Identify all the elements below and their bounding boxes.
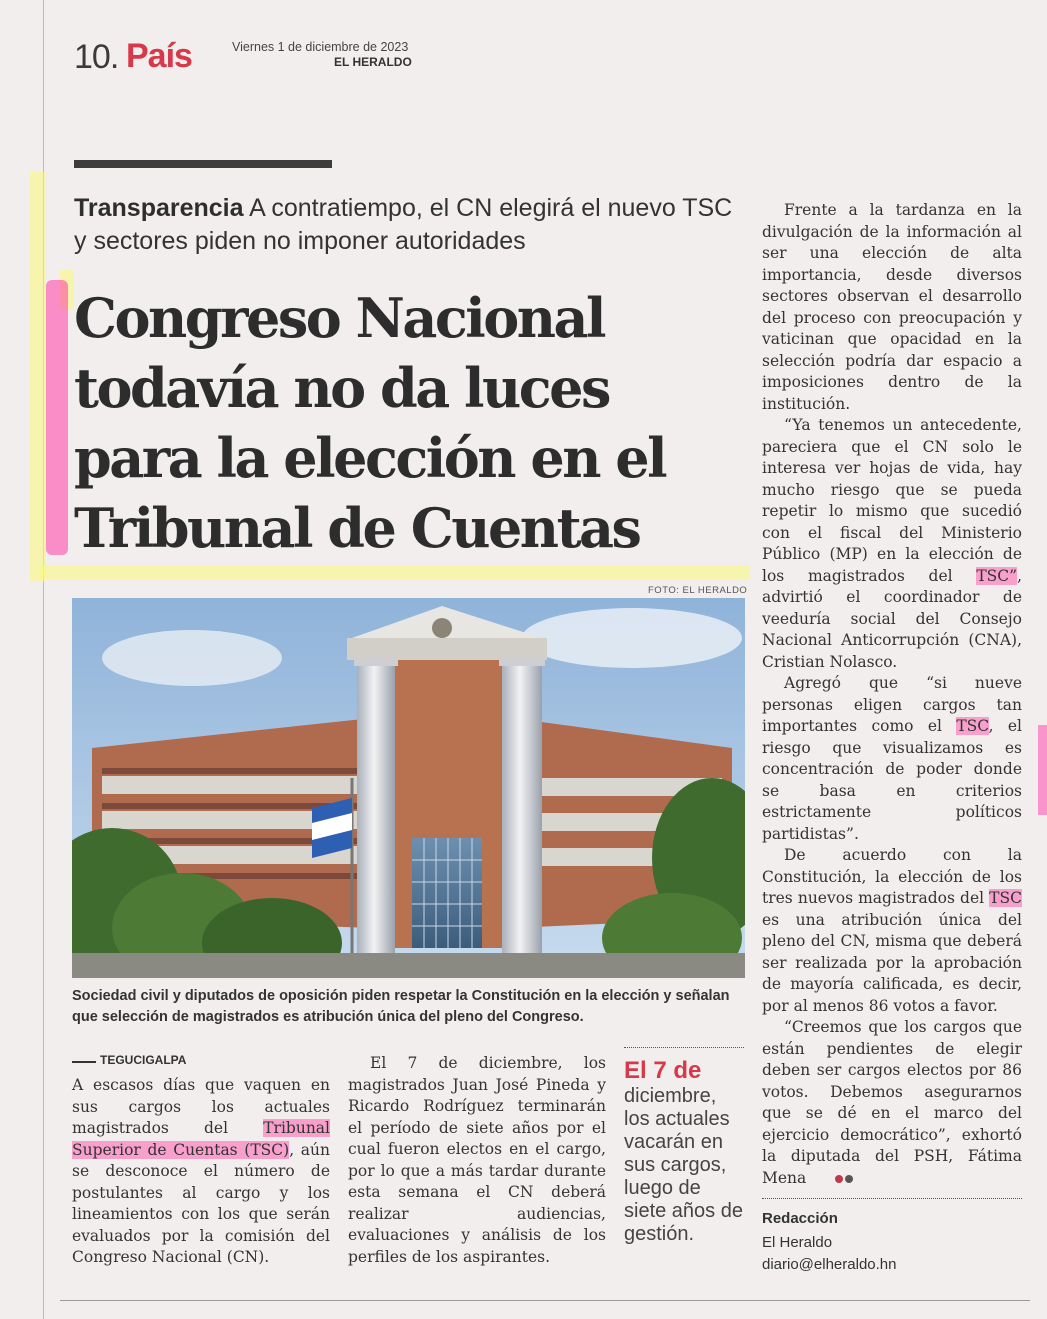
- issue-date: Viernes 1 de diciembre de 2023: [232, 40, 409, 54]
- paragraph-text: “Creemos que los cargos que están pendientes de elegir deben ser cargos electos por 86 votos. Debemos asegurarnos que se dé en el marco del ejercicio democrático”, exhortó la diputada del PSH, Fátima Mena: [762, 1018, 1022, 1187]
- kicker: [74, 192, 734, 258]
- paragraph-text: , advirtió el coordinador de veeduría social del Consejo Nacional Anticorrupción (CNA), Cristian Nolasco.: [762, 566, 1022, 671]
- yellow-highlighter-stroke: [40, 565, 750, 579]
- signoff-rule: [762, 1198, 1022, 1199]
- photo-caption: Sociedad civil y diputados de oposición piden respetar la Constitución en la elección y señalan que selección de magistrados es atribución única del pleno del Congreso.: [72, 988, 730, 1025]
- paragraph-text: Agregó que “si nueve personas eligen cargos tan importantes como el: [762, 674, 1022, 735]
- paragraph-text: , el riesgo que visualizamos es concentración de poder donde se basa en criterios estrictamente políticos partidistas”.: [762, 717, 1022, 843]
- paragraph: [762, 1017, 1022, 1189]
- author-publication: El Heraldo: [762, 1234, 833, 1251]
- building-photo: [72, 598, 745, 978]
- paragraph: [762, 415, 1022, 673]
- page-number: 10.: [74, 38, 119, 76]
- highlighted-text: TSC: [989, 889, 1022, 907]
- dateline-rule: [72, 1061, 96, 1063]
- paragraph: [762, 673, 1022, 845]
- paragraph-text: El 7 de diciembre, los magistrados Juan José Pineda y Ricardo Rodríguez terminarán el período de siete años por el cual fueron electos en el cargo, por lo que a más tardar durante esta semana el CN deberá realizar audiencias, evaluaciones y análisis de los perfiles de los aspirantes.: [348, 1054, 606, 1266]
- author-name: Redacción: [762, 1210, 838, 1227]
- highlighted-text: Tribunal Superior de Cuentas (TSC): [72, 1119, 330, 1159]
- paragraph: [762, 845, 1022, 1017]
- pink-highlighter-stroke: [1038, 725, 1047, 815]
- dateline: TEGUCIGALPA: [100, 1053, 187, 1067]
- headline-line: todavía no da luces: [74, 356, 609, 420]
- highlighted-text: TSC: [956, 717, 989, 735]
- paragraph-text: es una atribución única del pleno del CN, misma que deberá ser realizada por la aprobación de mayoría calificada, es decir, por al menos 86 votos a favor.: [762, 910, 1022, 1015]
- article-column-3: [762, 200, 1022, 1189]
- paragraph-text: “Ya tenemos un antecedente, pareciera que el CN solo le interesa ver hojas de vida, hay mucho riesgo que se pueda repetir lo mismo que sucedió con el fiscal del Ministerio Público (MP) en la elección de los magistrados del: [762, 416, 1022, 585]
- section-rule: [74, 160, 332, 168]
- kicker-label: Transparencia: [74, 194, 244, 222]
- pink-highlighter-stroke: [46, 280, 68, 555]
- headline-line: Congreso Nacional: [74, 286, 605, 350]
- kicker-text: A contratiempo, el CN elegirá el nuevo TSC y sectores piden no imponer autoridades: [74, 194, 733, 255]
- yellow-highlighter-stroke: [30, 172, 46, 582]
- highlighted-text: TSC”: [976, 566, 1018, 585]
- headline: [74, 283, 754, 563]
- author-email: diario@elheraldo.hn: [762, 1256, 897, 1273]
- paragraph-text: , aún se desconoce el número de postulantes al cargo y los lineamientos con los que serán evaluados por la comisión del Congreso Nacional (CN).: [72, 1140, 331, 1266]
- headline-line: Tribunal de Cuentas: [74, 496, 640, 560]
- article-column-2: [348, 1053, 606, 1268]
- section-name: País: [126, 37, 192, 75]
- pull-quote-lead: El 7 de: [624, 1057, 702, 1084]
- paragraph-text: De acuerdo con la Constitución, la elección de los tres nuevos magistrados del: [762, 846, 1022, 907]
- pull-quote-rule: [624, 1047, 744, 1048]
- article-column-1: [72, 1075, 330, 1269]
- paragraph-text: A escasos días que vaquen en sus cargos los actuales magistrados del: [72, 1076, 330, 1137]
- page-bottom-rule: [60, 1300, 1030, 1301]
- publication-name: EL HERALDO: [334, 55, 412, 69]
- news-photo: [72, 598, 745, 978]
- pull-quote-text: diciembre, los actuales vacarán en sus cargos, luego de siete años de gestión.: [624, 1085, 743, 1245]
- headline-line: para la elección en el: [74, 426, 666, 490]
- end-mark-icon: [811, 1168, 853, 1190]
- paragraph-text: Frente a la tardanza en la divulgación de la información al ser una elección de alta importancia, desde diversos sectores observan el desarrollo del proceso con preocupación y vaticinan que opacidad en la selección podría dar espacio a imposiciones dentro de la institución.: [762, 201, 1022, 413]
- photo-credit: FOTO: EL HERALDO: [648, 585, 748, 596]
